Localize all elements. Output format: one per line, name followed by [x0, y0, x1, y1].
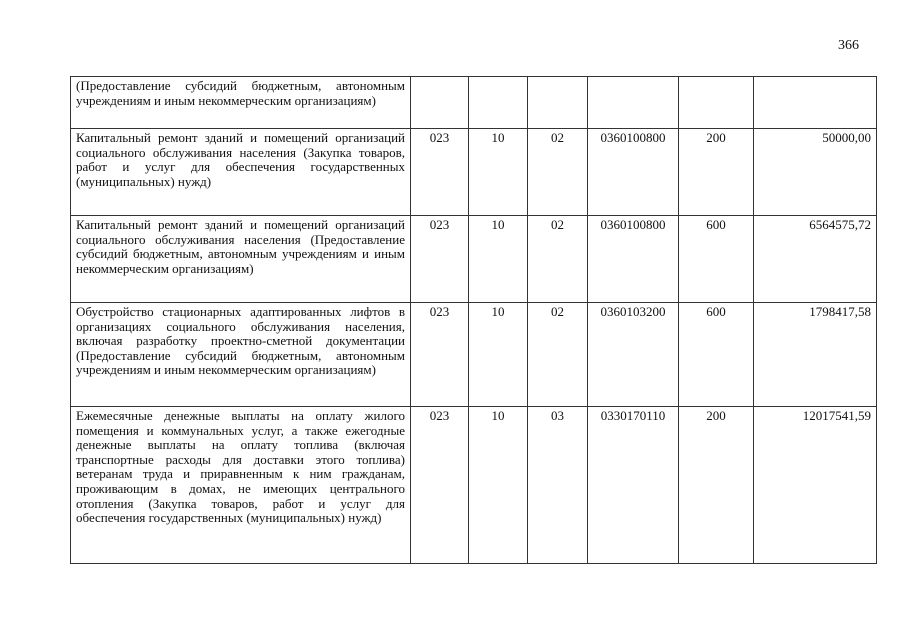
row-amount: 12017541,59	[754, 407, 877, 564]
row-description: Капитальный ремонт зданий и помещений организаций социального обслуживания населения (Предоставление субсидий бюджетным, автономным учреждениям и иным некоммерческим организациям)	[71, 216, 411, 303]
row-description: (Предоставление субсидий бюджетным, автономным учреждениям и иным некоммерческим организациям)	[71, 77, 411, 129]
row-expense-type-code: 200	[679, 407, 754, 564]
row-description: Обустройство стационарных адаптированных лифтов в организациях социального обслуживания населения, включая разработку проектно-сметной документации (Предоставление субсидий бюджетным, автономным учреждениям и иным некоммерческим организациям)	[71, 303, 411, 407]
table-row	[71, 129, 877, 216]
row-expense-type-code	[679, 77, 754, 129]
row-ministry-code: 023	[411, 303, 469, 407]
row-target-code: 0360103200	[588, 303, 679, 407]
row-subsection-code: 02	[528, 216, 588, 303]
row-ministry-code: 023	[411, 407, 469, 564]
table-row	[71, 407, 877, 564]
row-target-code: 0360100800	[588, 129, 679, 216]
row-amount	[754, 77, 877, 129]
row-target-code	[588, 77, 679, 129]
row-amount: 50000,00	[754, 129, 877, 216]
table-row	[71, 303, 877, 407]
row-expense-type-code: 600	[679, 216, 754, 303]
row-section-code: 10	[469, 407, 528, 564]
row-target-code: 0330170110	[588, 407, 679, 564]
row-amount: 1798417,58	[754, 303, 877, 407]
row-section-code: 10	[469, 129, 528, 216]
row-expense-type-code: 600	[679, 303, 754, 407]
row-description: Капитальный ремонт зданий и помещений организаций социального обслуживания населения (Закупка товаров, работ и услуг для обеспечения государственных (муниципальных) нужд)	[71, 129, 411, 216]
row-target-code: 0360100800	[588, 216, 679, 303]
page-number: 366	[838, 38, 859, 53]
row-subsection-code	[528, 77, 588, 129]
row-ministry-code: 023	[411, 216, 469, 303]
row-subsection-code: 02	[528, 303, 588, 407]
row-section-code: 10	[469, 216, 528, 303]
table-row	[71, 77, 877, 129]
budget-table	[70, 76, 877, 564]
table-row	[71, 216, 877, 303]
row-amount: 6564575,72	[754, 216, 877, 303]
row-section-code	[469, 77, 528, 129]
row-subsection-code: 02	[528, 129, 588, 216]
row-ministry-code: 023	[411, 129, 469, 216]
row-section-code: 10	[469, 303, 528, 407]
row-subsection-code: 03	[528, 407, 588, 564]
row-description: Ежемесячные денежные выплаты на оплату жилого помещения и коммунальных услуг, а также ежегодные денежные выплаты на оплату топлива (включая транспортные расходы для доставки этого топлива) ветеранам труда и приравненным к ним гражданам, проживающим в домах, не имеющих центрального отопления (Закупка товаров, работ и услуг для обеспечения государственных (муниципальных) нужд)	[71, 407, 411, 564]
row-ministry-code	[411, 77, 469, 129]
row-expense-type-code: 200	[679, 129, 754, 216]
